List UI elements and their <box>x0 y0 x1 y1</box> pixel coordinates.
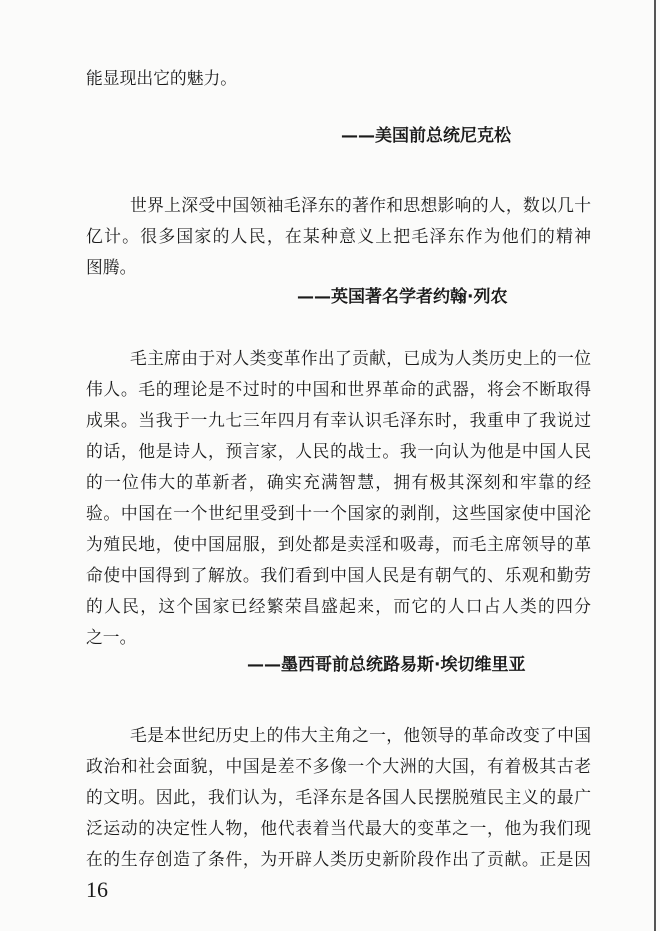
text-line: 政治和社会面貌，中国是差不多像一个大洲的大国，有着极其古老 <box>86 756 591 776</box>
text-line: 图腾。 <box>86 257 137 277</box>
page-number: 16 <box>86 877 108 902</box>
attribution: ——英国著名学者约翰·列农 <box>297 287 508 307</box>
text-line: 世界上深受中国领袖毛泽东的著作和思想影响的人，数以几十 <box>130 195 591 215</box>
attribution: ——美国前总统尼克松 <box>341 126 511 146</box>
text-line: 泛运动的决定性人物，他代表着当代最大的变革之一，他为我们现 <box>86 818 591 838</box>
text-line: 伟人。毛的理论是不过时的中国和世界革命的武器，将会不断取得 <box>86 379 591 399</box>
text-line: 亿计。很多国家的人民，在某种意义上把毛泽东作为他们的精神 <box>86 226 591 246</box>
text-line: 的文明。因此，我们认为，毛泽东是各国人民摆脱殖民主义的最广 <box>86 787 591 807</box>
text-line: 成果。当我于一九七三年四月有幸认识毛泽东时，我重申了我说过 <box>86 410 591 430</box>
text-line: 之一。 <box>86 627 137 647</box>
page-edge-divider <box>654 0 656 931</box>
attribution: ——墨西哥前总统路易斯·埃切维里亚 <box>247 655 526 675</box>
text-line: 的话，他是诗人，预言家，人民的战士。我一向认为他是中国人民 <box>86 441 591 461</box>
text-line: 的一位伟大的革新者，确实充满智慧，拥有极其深刻和牢靠的经 <box>86 472 591 492</box>
text-line: 毛主席由于对人类变革作出了贡献，已成为人类历史上的一位 <box>130 348 591 368</box>
text-line: 为殖民地，使中国屈服，到处都是卖淫和吸毒，而毛主席领导的革 <box>86 534 591 554</box>
text-line: 验。中国在一个世纪里受到十一个国家的剥削，这些国家使中国沦 <box>86 503 591 523</box>
text-line: 能显现出它的魅力。 <box>86 68 238 88</box>
text-line: 的人民，这个国家已经繁荣昌盛起来，而它的人口占人类的四分 <box>86 596 591 616</box>
text-line: 命使中国得到了解放。我们看到中国人民是有朝气的、乐观和勤劳 <box>86 565 591 585</box>
text-line: 在的生存创造了条件，为开辟人类历史新阶段作出了贡献。正是因 <box>86 849 591 869</box>
text-line: 毛是本世纪历史上的伟大主角之一，他领导的革命改变了中国 <box>130 725 591 745</box>
